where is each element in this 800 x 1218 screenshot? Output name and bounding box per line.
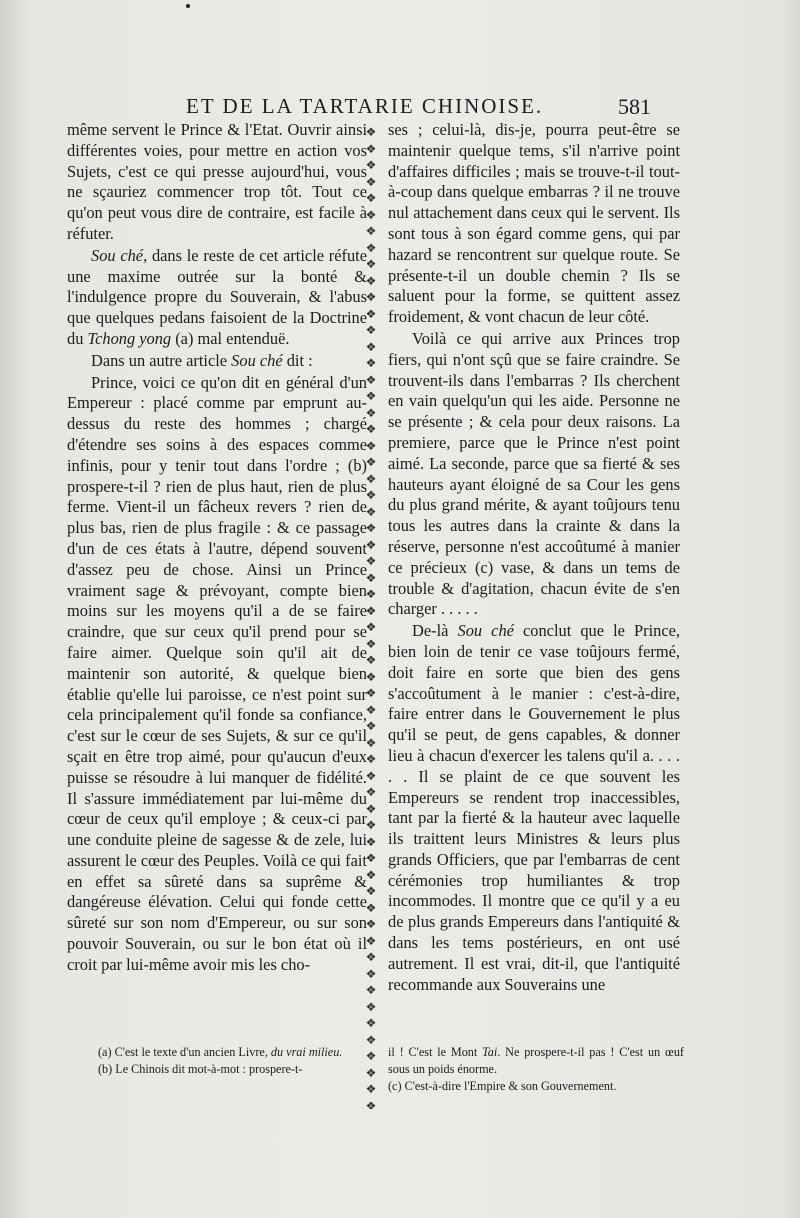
italic-text: du vrai milieu.: [270, 1045, 343, 1059]
text-run: . Ne prospere-t-il pas ! C'est un œuf sous un poids énorme.: [388, 1045, 684, 1076]
italic-text: Tai: [482, 1045, 498, 1059]
italic-text: Sou ché: [231, 350, 283, 370]
left-text-column: [67, 120, 367, 976]
footnotes-right: [388, 1044, 684, 1095]
page-number: 581: [618, 94, 651, 119]
footnote: [98, 1061, 366, 1078]
text-run: (c) C'est-à-dire l'Empire & son Gouvernement.: [388, 1079, 617, 1093]
text-run: même servent le Prince & l'Etat. Ouvrir ainsi différentes voies, pour mettre en action vos Sujets, c'est ce qui presse aujourd'hui, vous ne sçauriez commencer trop tôt. Tout ce qu'on peut vous dire de contraire, est facile à réfuter.: [67, 120, 367, 243]
text-run: conclut que le Prince, bien loin de tenir ce vase toûjours fermé, doit faire en sorte que bien des gens s'accoûtument à le manier : c'est-à-dire, faire entrer dans le Gouvernement le plus qu'il se peut, de gens capables, & donner lieu à chacun d'exercer les talens qu'il a. . . . . . Il se plaint de ce que souvent les Empereurs se rendent trop inaccessibles, tant par la fierté & la hauteur avec laquelle ils traittent leurs Ministres & leurs plus grands Officiers, que par l'embarras de cent cérémonies trop humiliantes & trop incommodes. Il montre que ce qu'il y a eu de plus grands Empereurs dans l'antiquité & dans les tems postérieurs, en ont usé autrement. Il est vrai, dit-il, que l'antiquité recommande aux Souverains une: [388, 621, 680, 994]
text-run: Voilà ce qui arrive aux Princes trop fiers, qui n'ont sçû que se faire craindre. Se trouvent-ils dans l'embarras ? Ils cherchent en vain quelqu'un qui les aide. Personne ne se présente ; & cela pour deux raisons. La premiere, parce que le Prince n'est point aimé. La seconde, parce que sa fierté & ses hauteurs ayant éloigné de sa Cour les gens du plus grand mérite, & ayant toûjours tenu tous les autres dans la crainte & dans la réserve, personne n'est accoûtumé à manier ce précieux (c) vase, & dans un tems de trouble & d'agitation, chacun évite de s'en charger . . . . .: [388, 328, 680, 619]
paragraph: [388, 621, 680, 995]
italic-text: Sou ché: [91, 245, 144, 265]
text-run: (a) mal entenduë.: [171, 328, 290, 348]
footnote: [388, 1044, 684, 1078]
paragraph: [388, 120, 680, 328]
paragraph: [67, 351, 367, 372]
text-run: Prince, voici ce qu'on dit en général d'un Empereur : placé comme par emprunt au-dessus du reste des hommes ; chargé d'étendre ses soins à des espaces comme infinis, pour y tenir tout dans l'ordre ; (b) prospere-t-il ? rien de plus haut, rien de plus ferme. Vient-il un fâcheux revers ? rien de plus bas, rien de plus fragile : & ce passage d'un de ces états à l'autre, dépend souvent d'assez peu de chose. Ainsi un Prince vraiment sage & prévoyant, compte bien moins sur les moyens qu'il a de se faire craindre, que sur ceux qu'il prend pour se faire aimer. Quelque soin qu'il ait de maintenir son autorité, & quelque bien établie qu'elle lui paroisse, ce n'est point sur cela principalement qu'il fonde sa confiance, c'est sur le cœur de ses Sujets, & sur ce qu'il sçait en être trop aimé, pour qu'aucun d'eux puisse se résoudre à lui manquer de fidélité. Il s'assure immédiatement par lui-même du cœur de ceux qu'il employe ; & ceux-ci par une conduite pleine de sagesse & de zele, lui assurent le cœur des Peuples. Voilà ce qui fait en effet sa sûreté dans sa suprême & dangéreuse élévation. Celui qui fonde cette sûreté sur son nom d'Empereur, ou sur son pouvoir Souverain, ou sur le bon état où il croit par lui-même avoir mis les cho-: [67, 372, 367, 974]
footnote: [388, 1078, 684, 1095]
text-run: , dans le reste de cet article réfute une maxime outrée sur la bonté & l'indulgence propre du Souverain, & l'abus que quelques pedans faisoient de la Doctrine du: [67, 245, 367, 348]
text-run: (a) C'est le texte d'un ancien Livre,: [98, 1045, 271, 1059]
paragraph: [67, 373, 367, 976]
ornamental-column-divider: ❖ ❖ ❖ ❖ ❖ ❖ ❖ ❖ ❖ ❖ ❖ ❖ ❖ ❖ ❖ ❖ ❖ ❖ ❖ ❖ ❖ ❖ ❖ ❖ ❖ ❖ ❖ ❖ ❖ ❖ ❖ ❖ ❖ ❖ ❖ ❖ ❖ ❖ ❖ ❖ ❖ ❖ ❖ ❖ ❖ ❖ ❖ ❖ ❖ ❖ ❖ ❖ ❖ ❖ ❖ ❖ ❖ ❖ ❖ ❖: [365, 125, 377, 1109]
paragraph: [388, 329, 680, 620]
footnote: [98, 1044, 366, 1061]
text-run: (b) Le Chinois dit mot-à-mot : prospere-t-: [98, 1062, 303, 1076]
paragraph: [67, 120, 367, 245]
italic-text: Sou ché: [457, 621, 514, 641]
paragraph: [67, 246, 367, 350]
text-run: De-là: [412, 621, 458, 641]
ink-spot: [186, 4, 190, 8]
text-run: il ! C'est le Mont: [388, 1045, 483, 1059]
running-title: ET DE LA TARTARIE CHINOISE.: [186, 94, 544, 118]
text-run: ses ; celui-là, dis-je, pourra peut-être se maintenir quelque tems, s'il n'arrive point d'affaires difficiles ; mais se trouve-t-il tout-à-coup dans quelque embarras ? il ne trouve nul attachement dans ceux qui le servent. Ils sont tous à son égard comme gens, qui par hazard se rencontrent sur quelque route. Se présente-t-il un double chemin ? Ils se saluent pour la forme, se quittent assez froidement, & vont chacun de leur côté.: [388, 120, 680, 327]
text-run: Dans un autre article: [91, 350, 232, 370]
right-text-column: [388, 120, 680, 995]
italic-text: Tchong yong: [87, 328, 172, 348]
text-run: dit :: [282, 350, 313, 370]
footnotes-left: [98, 1044, 366, 1078]
